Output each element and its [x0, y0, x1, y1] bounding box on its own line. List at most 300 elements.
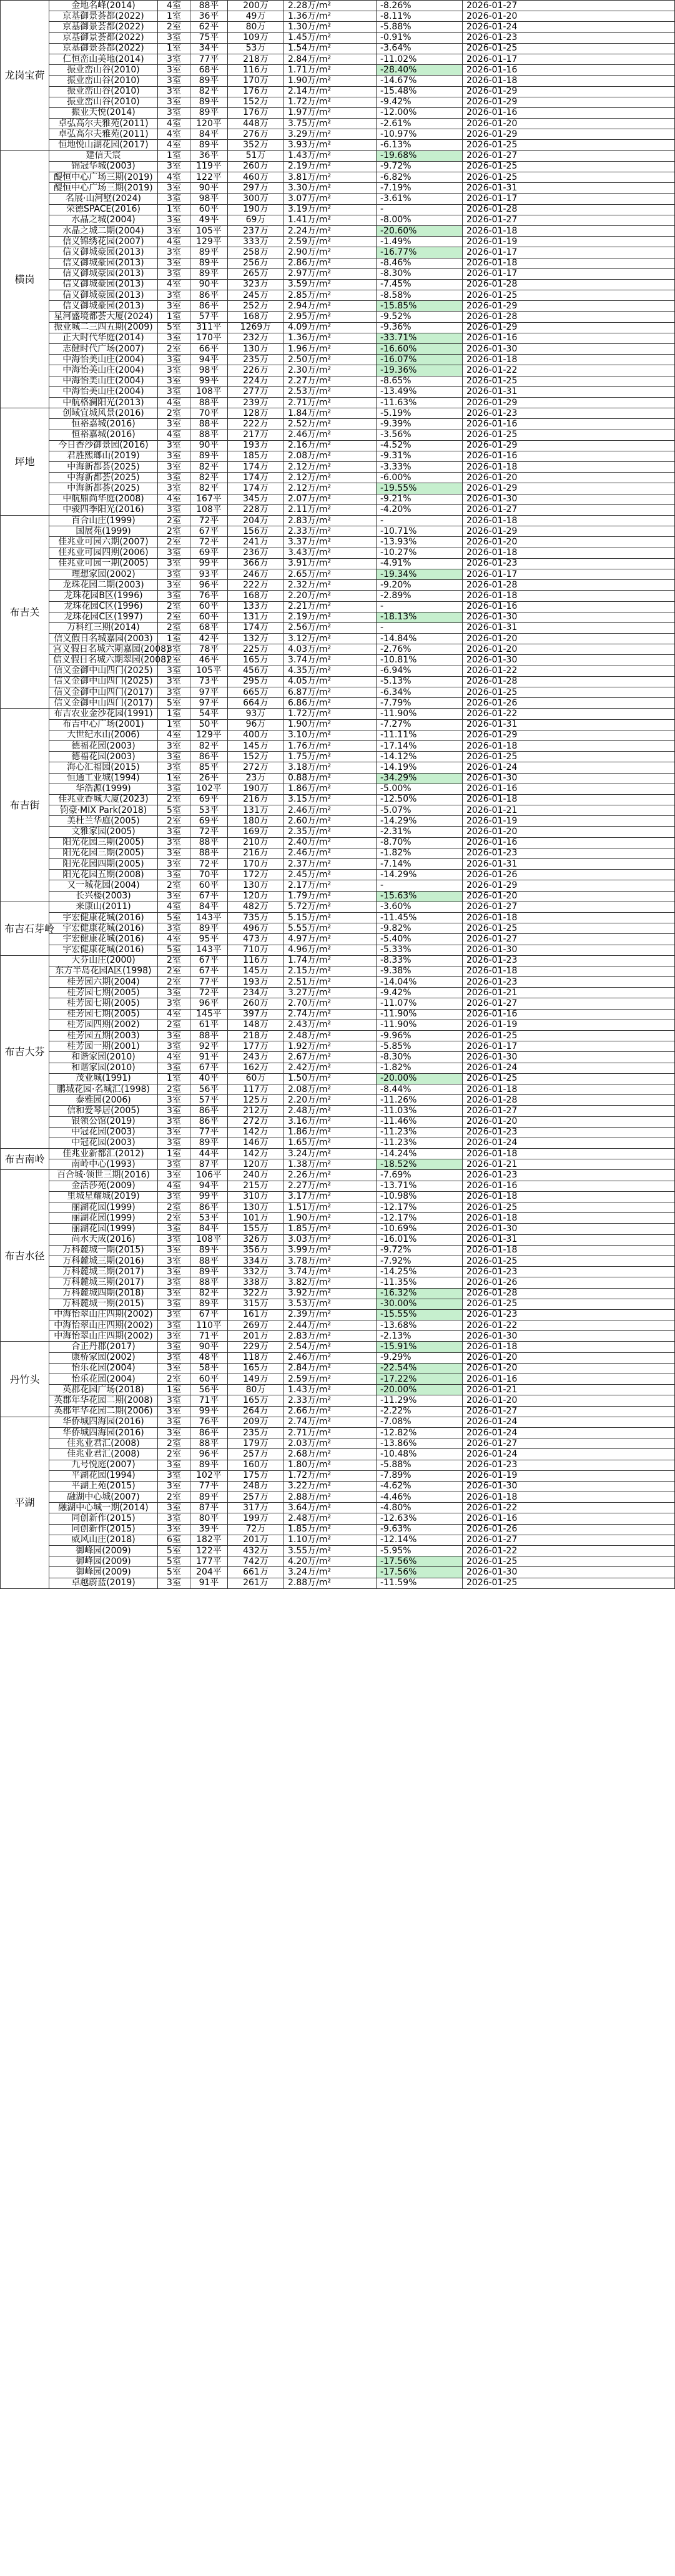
change-cell: -8.44%: [377, 1084, 463, 1094]
estate-cell: 信义金御中山四门(2017): [49, 687, 158, 698]
change-cell: -7.79%: [377, 698, 463, 709]
unit-price-cell: 2.74万/m²: [284, 1009, 377, 1020]
price-cell: 315万: [228, 1299, 284, 1309]
price-cell: 218万: [228, 1031, 284, 1041]
rooms-cell: 3室: [158, 687, 190, 698]
price-cell: 80万: [228, 1385, 284, 1395]
table-row: [1, 237, 675, 247]
change-cell: -8.30%: [377, 268, 463, 279]
table-row: [1, 129, 675, 140]
price-cell: 51万: [228, 150, 284, 161]
date-cell: 2026-01-18: [463, 462, 675, 473]
price-cell: 120万: [228, 891, 284, 902]
rooms-cell: 1室: [158, 1385, 190, 1395]
date-cell: 2026-01-18: [463, 740, 675, 751]
estate-cell: 振业峦山谷(2010): [49, 86, 158, 97]
date-cell: 2026-01-24: [463, 1063, 675, 1073]
date-cell: 2026-01-27: [463, 998, 675, 1009]
unit-price-cell: 3.59万/m²: [284, 279, 377, 290]
price-cell: 101万: [228, 1213, 284, 1224]
change-cell: -9.39%: [377, 419, 463, 430]
area-cell: 39平: [190, 1524, 228, 1535]
change-cell: -33.71%: [377, 333, 463, 343]
table-row: [1, 1438, 675, 1449]
unit-price-cell: 1.97万/m²: [284, 107, 377, 118]
area-cell: 53平: [190, 805, 228, 816]
date-cell: 2026-01-28: [463, 312, 675, 322]
rooms-cell: 2室: [158, 1213, 190, 1224]
table-row: [1, 548, 675, 558]
price-cell: 148万: [228, 1020, 284, 1030]
table-row: [1, 150, 675, 161]
unit-price-cell: 2.39万/m²: [284, 1309, 377, 1320]
change-cell: -2.31%: [377, 827, 463, 837]
table-row: [1, 955, 675, 966]
table-row: [1, 1460, 675, 1470]
change-cell: -8.70%: [377, 837, 463, 848]
date-cell: 2026-01-27: [463, 215, 675, 225]
estate-cell: 卓越蔚蓝(2019): [49, 1578, 158, 1588]
unit-price-cell: 2.83万/m²: [284, 1331, 377, 1342]
change-cell: -9.72%: [377, 1245, 463, 1256]
table-row: [1, 601, 675, 612]
price-cell: 261万: [228, 1578, 284, 1588]
date-cell: 2026-01-18: [463, 591, 675, 601]
change-cell: -11.29%: [377, 1395, 463, 1406]
area-cell: 36平: [190, 150, 228, 161]
date-cell: 2026-01-19: [463, 237, 675, 247]
area-cell: 143平: [190, 945, 228, 955]
unit-price-cell: 1.85万/m²: [284, 1524, 377, 1535]
area-cell: 77平: [190, 1481, 228, 1492]
price-cell: 212万: [228, 1106, 284, 1116]
rooms-cell: 5室: [158, 912, 190, 923]
table-row: [1, 301, 675, 312]
table-row: [1, 183, 675, 194]
area-cell: 60平: [190, 880, 228, 891]
date-cell: 2026-01-28: [463, 1288, 675, 1299]
area-cell: 82平: [190, 462, 228, 473]
change-cell: -2.61%: [377, 119, 463, 129]
area-cell: 87平: [190, 1159, 228, 1170]
area-cell: 96平: [190, 1449, 228, 1460]
area-cell: 82平: [190, 473, 228, 483]
estate-cell: 恒通工业城(1994): [49, 773, 158, 784]
change-cell: -14.12%: [377, 752, 463, 762]
rooms-cell: 3室: [158, 1352, 190, 1363]
change-cell: -7.08%: [377, 1417, 463, 1427]
price-cell: 333万: [228, 237, 284, 247]
estate-cell: 阳光花园三期(2005): [49, 837, 158, 848]
unit-price-cell: 3.27万/m²: [284, 988, 377, 998]
rooms-cell: 5室: [158, 945, 190, 955]
area-cell: 87平: [190, 1503, 228, 1513]
date-cell: 2026-01-29: [463, 97, 675, 107]
rooms-cell: 1室: [158, 1073, 190, 1084]
unit-price-cell: 2.37万/m²: [284, 859, 377, 870]
change-cell: -16.60%: [377, 344, 463, 355]
price-cell: 190万: [228, 784, 284, 794]
rooms-cell: 3室: [158, 86, 190, 97]
area-cell: 56平: [190, 1084, 228, 1094]
area-cell: 67平: [190, 1309, 228, 1320]
table-row: [1, 580, 675, 591]
unit-price-cell: 2.40万/m²: [284, 837, 377, 848]
price-cell: 128万: [228, 408, 284, 419]
area-cell: 120平: [190, 119, 228, 129]
change-cell: -1.82%: [377, 848, 463, 858]
price-cell: 665万: [228, 687, 284, 698]
area-cell: 91平: [190, 1052, 228, 1063]
change-cell: -5.40%: [377, 934, 463, 945]
area-cell: 102平: [190, 1470, 228, 1481]
area-cell: 78平: [190, 644, 228, 655]
estate-cell: 怡乐花园(2004): [49, 1374, 158, 1385]
unit-price-cell: 3.29万/m²: [284, 129, 377, 140]
area-cell: 60平: [190, 1374, 228, 1385]
table-row: [1, 1213, 675, 1224]
date-cell: 2026-01-25: [463, 1256, 675, 1266]
price-cell: 72万: [228, 1524, 284, 1535]
change-cell: -11.26%: [377, 1095, 463, 1106]
estate-cell: 中航鼎尚华庭(2008): [49, 494, 158, 504]
price-cell: 264万: [228, 1406, 284, 1417]
estate-cell: 威风山庄(2018): [49, 1535, 158, 1545]
table-row: [1, 698, 675, 709]
area-cell: 72平: [190, 859, 228, 870]
table-row: [1, 119, 675, 129]
unit-price-cell: 2.43万/m²: [284, 1020, 377, 1030]
unit-price-cell: 1.90万/m²: [284, 76, 377, 86]
rooms-cell: 3室: [158, 1277, 190, 1288]
estate-cell: 水晶之城(2004): [49, 215, 158, 225]
estate-cell: 中海怡美山庄(2004): [49, 355, 158, 365]
estate-cell: 同创新作(2015): [49, 1524, 158, 1535]
rooms-cell: 3室: [158, 301, 190, 312]
table-row: [1, 740, 675, 751]
price-cell: 366万: [228, 558, 284, 569]
change-cell: -2.89%: [377, 591, 463, 601]
table-row: [1, 225, 675, 236]
area-cell: 102平: [190, 784, 228, 794]
change-cell: -9.21%: [377, 494, 463, 504]
unit-price-cell: 2.32万/m²: [284, 580, 377, 591]
price-cell: 168万: [228, 591, 284, 601]
price-cell: 174万: [228, 462, 284, 473]
area-cell: 90平: [190, 279, 228, 290]
area-cell: 88平: [190, 1, 228, 11]
price-cell: 210万: [228, 837, 284, 848]
price-cell: 226万: [228, 365, 284, 376]
change-cell: -9.42%: [377, 988, 463, 998]
unit-price-cell: 1.65万/m²: [284, 1138, 377, 1148]
unit-price-cell: 2.67万/m²: [284, 1052, 377, 1063]
rooms-cell: 3室: [158, 1503, 190, 1513]
unit-price-cell: 2.50万/m²: [284, 355, 377, 365]
rooms-cell: 3室: [158, 1224, 190, 1234]
change-cell: -10.69%: [377, 1224, 463, 1234]
table-row: [1, 1492, 675, 1503]
area-cell: 84平: [190, 902, 228, 912]
price-cell: 193万: [228, 977, 284, 988]
change-cell: -4.80%: [377, 1503, 463, 1513]
table-row: [1, 1116, 675, 1127]
area-cell: 89平: [190, 451, 228, 461]
table-row: [1, 891, 675, 902]
unit-price-cell: 2.11万/m²: [284, 504, 377, 515]
rooms-cell: 3室: [158, 333, 190, 343]
price-cell: 142万: [228, 1149, 284, 1159]
date-cell: 2026-01-28: [463, 676, 675, 687]
area-cell: 99平: [190, 1191, 228, 1202]
unit-price-cell: 2.97万/m²: [284, 268, 377, 279]
estate-cell: 同创新作(2015): [49, 1513, 158, 1524]
estate-cell: 长兴楼(2003): [49, 891, 158, 902]
rooms-cell: 2室: [158, 516, 190, 526]
unit-price-cell: 2.48万/m²: [284, 1106, 377, 1116]
estate-cell: 大世纪水山(2006): [49, 730, 158, 740]
unit-price-cell: 1.50万/m²: [284, 1073, 377, 1084]
date-cell: 2026-01-29: [463, 526, 675, 537]
date-cell: 2026-01-20: [463, 537, 675, 548]
price-cell: 323万: [228, 279, 284, 290]
table-row: [1, 215, 675, 225]
rooms-cell: 2室: [158, 816, 190, 827]
rooms-cell: 3室: [158, 32, 190, 43]
change-cell: -9.82%: [377, 923, 463, 934]
area-cell: 122平: [190, 172, 228, 183]
date-cell: 2026-01-22: [463, 365, 675, 376]
estate-cell: 融湖中心城一期(2014): [49, 1503, 158, 1513]
table-row: [1, 676, 675, 687]
estate-cell: 英郡花园广场(2018): [49, 1385, 158, 1395]
price-cell: 236万: [228, 548, 284, 558]
change-cell: -14.25%: [377, 1267, 463, 1277]
price-cell: 80万: [228, 22, 284, 32]
price-cell: 176万: [228, 86, 284, 97]
unit-price-cell: 2.35万/m²: [284, 827, 377, 837]
table-row: [1, 1567, 675, 1578]
date-cell: 2026-01-29: [463, 880, 675, 891]
estate-cell: 华浩源(1999): [49, 784, 158, 794]
estate-cell: 卓弘高尔夫雅苑(2011): [49, 119, 158, 129]
table-row: [1, 1073, 675, 1084]
area-cell: 82平: [190, 740, 228, 751]
rooms-cell: 3室: [158, 54, 190, 64]
date-cell: 2026-01-26: [463, 870, 675, 880]
estate-cell: 丽湖花园(1999): [49, 1213, 158, 1224]
area-cell: 97平: [190, 687, 228, 698]
date-cell: 2026-01-26: [463, 1277, 675, 1288]
unit-price-cell: 2.46万/m²: [284, 805, 377, 816]
rooms-cell: 2室: [158, 537, 190, 548]
area-cell: 88平: [190, 397, 228, 408]
rooms-cell: 3室: [158, 1063, 190, 1073]
estate-cell: 理想家园(2002): [49, 569, 158, 579]
area-cell: 72平: [190, 516, 228, 526]
area-cell: 89平: [190, 76, 228, 86]
price-cell: 130万: [228, 1202, 284, 1213]
change-cell: -16.01%: [377, 1234, 463, 1245]
table-row: [1, 1084, 675, 1094]
table-row: [1, 1063, 675, 1073]
unit-price-cell: 3.75万/m²: [284, 119, 377, 129]
price-cell: 269万: [228, 1320, 284, 1331]
estate-cell: 佳兆业可园四期(2006): [49, 548, 158, 558]
date-cell: 2026-01-16: [463, 784, 675, 794]
date-cell: 2026-01-24: [463, 1427, 675, 1438]
unit-price-cell: 1.71万/m²: [284, 65, 377, 76]
rooms-cell: 5室: [158, 698, 190, 709]
unit-price-cell: 1.79万/m²: [284, 891, 377, 902]
date-cell: 2026-01-31: [463, 386, 675, 397]
date-cell: 2026-01-16: [463, 451, 675, 461]
rooms-cell: 3室: [158, 1309, 190, 1320]
table-row: [1, 977, 675, 988]
area-cell: 36平: [190, 11, 228, 22]
price-cell: 246万: [228, 569, 284, 579]
area-cell: 96平: [190, 998, 228, 1009]
change-cell: -3.61%: [377, 194, 463, 204]
rooms-cell: 4室: [158, 1181, 190, 1191]
rooms-cell: 5室: [158, 805, 190, 816]
unit-price-cell: 1.36万/m²: [284, 11, 377, 22]
estate-cell: 宇宏健康花城(2016): [49, 945, 158, 955]
date-cell: 2026-01-19: [463, 1470, 675, 1481]
area-cell: 89平: [190, 1299, 228, 1309]
rooms-cell: 3室: [158, 591, 190, 601]
rooms-cell: 2室: [158, 1449, 190, 1460]
change-cell: -6.82%: [377, 172, 463, 183]
rooms-cell: 1室: [158, 709, 190, 719]
table-row: [1, 558, 675, 569]
estate-cell: 信义御城豪园(2013): [49, 290, 158, 301]
date-cell: 2026-01-27: [463, 1, 675, 11]
change-cell: -10.71%: [377, 526, 463, 537]
area-cell: 105平: [190, 666, 228, 676]
estate-cell: 志健时代广场(2007): [49, 344, 158, 355]
price-cell: 176万: [228, 107, 284, 118]
date-cell: 2026-01-18: [463, 966, 675, 976]
area-cell: 82平: [190, 1288, 228, 1299]
rooms-cell: 3室: [158, 1138, 190, 1148]
change-cell: -17.56%: [377, 1567, 463, 1578]
estate-cell: 德福花园(2003): [49, 752, 158, 762]
change-cell: -8.30%: [377, 1052, 463, 1063]
estate-cell: 金活莎苑(2009): [49, 1181, 158, 1191]
rooms-cell: 3室: [158, 107, 190, 118]
table-row: [1, 1052, 675, 1063]
price-cell: 225万: [228, 644, 284, 655]
price-cell: 109万: [228, 32, 284, 43]
date-cell: 2026-01-30: [463, 1224, 675, 1234]
change-cell: -6.34%: [377, 687, 463, 698]
change-cell: -8.58%: [377, 290, 463, 301]
estate-cell: 信义假日名城六期翠园(2008): [49, 655, 158, 666]
unit-price-cell: 2.15万/m²: [284, 966, 377, 976]
table-row: [1, 172, 675, 183]
rooms-cell: 3室: [158, 1234, 190, 1245]
price-cell: 93万: [228, 709, 284, 719]
unit-price-cell: 2.27万/m²: [284, 1181, 377, 1191]
table-row: [1, 945, 675, 955]
estate-cell: 锦冠华城(2003): [49, 161, 158, 172]
estate-cell: 京基御景荟都(2022): [49, 43, 158, 54]
area-cell: 88平: [190, 1256, 228, 1266]
table-row: [1, 107, 675, 118]
area-cell: 44平: [190, 1149, 228, 1159]
area-cell: 73平: [190, 676, 228, 687]
estate-cell: 康桥家园(2002): [49, 1352, 158, 1363]
estate-cell: 融湖中心城(2007): [49, 1492, 158, 1503]
change-cell: -11.02%: [377, 54, 463, 64]
table-row: [1, 1159, 675, 1170]
price-cell: 209万: [228, 1417, 284, 1427]
date-cell: 2026-01-30: [463, 655, 675, 666]
table-row: [1, 65, 675, 76]
table-row: [1, 247, 675, 258]
unit-price-cell: 1.43万/m²: [284, 150, 377, 161]
change-cell: -11.23%: [377, 1138, 463, 1148]
table-row: [1, 1106, 675, 1116]
price-cell: 165万: [228, 1363, 284, 1374]
rooms-cell: 3室: [158, 462, 190, 473]
change-cell: -18.52%: [377, 1159, 463, 1170]
date-cell: 2026-01-25: [463, 1202, 675, 1213]
unit-price-cell: 1.54万/m²: [284, 43, 377, 54]
price-cell: 170万: [228, 859, 284, 870]
date-cell: 2026-01-22: [463, 666, 675, 676]
price-cell: 165万: [228, 655, 284, 666]
price-cell: 152万: [228, 97, 284, 107]
unit-price-cell: 2.54万/m²: [284, 1342, 377, 1352]
rooms-cell: 3室: [158, 473, 190, 483]
rooms-cell: 1室: [158, 150, 190, 161]
change-cell: -17.56%: [377, 1556, 463, 1567]
change-cell: -18.13%: [377, 612, 463, 622]
rooms-cell: 3室: [158, 988, 190, 998]
unit-price-cell: 2.27万/m²: [284, 376, 377, 386]
area-cell: 97平: [190, 698, 228, 709]
change-cell: -14.29%: [377, 870, 463, 880]
rooms-cell: 3室: [158, 483, 190, 494]
area-cell: 60平: [190, 601, 228, 612]
rooms-cell: 3室: [158, 1470, 190, 1481]
rooms-cell: 3室: [158, 97, 190, 107]
unit-price-cell: 6.87万/m²: [284, 687, 377, 698]
estate-cell: 鹏城花园·名城汇(1998): [49, 1084, 158, 1094]
area-cell: 82平: [190, 483, 228, 494]
unit-price-cell: 2.95万/m²: [284, 312, 377, 322]
date-cell: 2026-01-16: [463, 107, 675, 118]
table-row: [1, 504, 675, 515]
price-cell: 448万: [228, 119, 284, 129]
table-row: [1, 762, 675, 773]
table-row: [1, 1363, 675, 1374]
table-row: [1, 194, 675, 204]
table-row: [1, 1041, 675, 1052]
area-cell: 34平: [190, 43, 228, 54]
district-cell: 丹竹头: [1, 1342, 49, 1417]
price-cell: 310万: [228, 1191, 284, 1202]
date-cell: 2026-01-18: [463, 548, 675, 558]
table-row: [1, 1524, 675, 1535]
unit-price-cell: 2.71万/m²: [284, 1427, 377, 1438]
area-cell: 108平: [190, 504, 228, 515]
change-cell: -10.27%: [377, 548, 463, 558]
table-row: [1, 1342, 675, 1352]
estate-cell: 京基御景荟都(2022): [49, 11, 158, 22]
